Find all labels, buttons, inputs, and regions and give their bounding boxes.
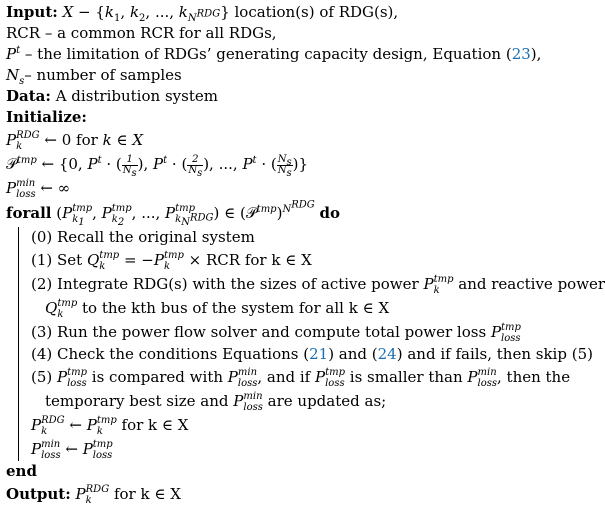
init-line-1: P RDG k ← 0 for k ∈ X <box>6 130 143 152</box>
input-line-3: $P^t$ – the limitation of RDGs’ generating capacity design, Equation (23), <box>6 45 542 63</box>
init-line-3: P min loss ← ∞ <box>6 178 71 200</box>
equation-ref-24[interactable]: 24 <box>377 345 397 363</box>
step-1: (1) Set Q tmp k = −P tmp k × RCR for k ∈ X <box>31 250 312 272</box>
end-line: end <box>6 462 37 480</box>
update-line-1: P RDG k ← P tmp k for k ∈ X <box>31 415 189 437</box>
data-line: Data: A distribution system <box>6 87 218 105</box>
step-2b: Q tmp k to the kth bus of the system for all k ∈ X <box>45 298 390 320</box>
initialize-label: Initialize: <box>6 108 87 126</box>
equation-ref-21[interactable]: 21 <box>309 345 329 363</box>
update-line-2: P min loss ← P tmp loss <box>31 439 113 461</box>
step-4: (4) Check the conditions Equations (21) and (24) and if fails, then skip (5) <box>31 345 593 363</box>
step-2a: (2) Integrate RDG(s) with the sizes of active power P tmp k and reactive power <box>31 274 605 296</box>
equation-ref-23[interactable]: 23 <box>511 45 531 63</box>
step-5a: (5) P tmp loss is compared with P min loss , and if P tmp loss is smaller than P min loss , then the <box>31 367 571 389</box>
step-5b: temporary best size and P min loss are updated as; <box>45 391 387 413</box>
output-line: Output: P RDG k for k ∈ X <box>6 484 181 506</box>
init-line-2: 𝒫$^{tmp}$ ← {0, $P^t$ · ( $\frac{1}{N_s}$ ), $P^t$ · ( $\frac{2}{N_s}$ ), ..., $P^t$ · ( $\frac{N_s}{N_s}$ )} <box>6 153 309 179</box>
loop-body <box>18 227 605 461</box>
input-line-2: RCR – a common RCR for all RDGs, <box>6 24 277 42</box>
forall-line: forall (P tmp $k_1$ , P tmp $k_2$ , ..., P tmp $k_{N^{RDG}}$ ) ∈ (𝒫$^{tmp}$)$^{N^{RDG}}$ do <box>6 199 341 228</box>
input-line-1: Input: $X - \{k_1$, $k_2$, ..., $k_{N^{RDG}}$} location(s) of RDG(s), <box>6 3 399 24</box>
input-line-4: $N_s-$ number of samples <box>6 66 182 87</box>
step-0: (0) Recall the original system <box>31 228 255 246</box>
step-3: (3) Run the power flow solver and compute total power loss P tmp loss <box>31 322 521 344</box>
input-label: Input: <box>6 3 58 21</box>
